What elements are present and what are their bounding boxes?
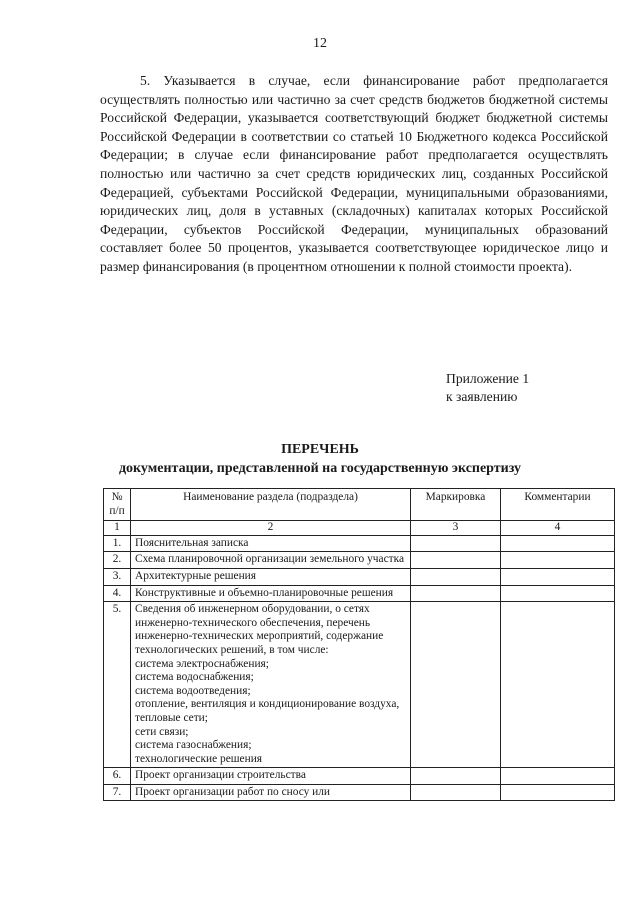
list-title: ПЕРЕЧЕНЬ <box>281 442 359 457</box>
row-marking <box>411 784 501 801</box>
subsection-item: технологические решения <box>135 752 263 765</box>
table-row <box>104 768 615 785</box>
appendix-label <box>446 370 529 406</box>
row-number: 3. <box>104 568 131 585</box>
table-row <box>104 784 615 801</box>
row-marking <box>411 768 501 785</box>
row-comments <box>501 552 615 569</box>
row-name: Проект организации строительства <box>131 768 411 785</box>
row-number: 5. <box>104 602 131 768</box>
table-row <box>104 535 615 552</box>
row-marking <box>411 585 501 602</box>
row-name: Проект организации работ по сносу или <box>131 784 411 801</box>
row-comments <box>501 602 615 768</box>
row-comments <box>501 585 615 602</box>
row-number: 6. <box>104 768 131 785</box>
row-name: Пояснительная записка <box>131 535 411 552</box>
table-row <box>104 602 615 768</box>
row-number: 1. <box>104 535 131 552</box>
header-num: № п/п <box>104 489 131 521</box>
list-heading <box>0 440 640 478</box>
row-name: Архитектурные решения <box>131 568 411 585</box>
footnote-paragraph: 5. Указывается в случае, если финансирование работ предполагается осуществлять полностью или частично за счет средств бюджетов бюджетной системы Российской Федерации, указывается соответствующий бюджет бюджетной системы Российской Федерации в соответствии со статьей 10 Бюджетного кодекса Российской Федерации; в случае если финансирование работ предполагается осуществлять полностью или частично за счет средств юридических лиц, созданных Российской Федерацией, субъектами Российской Федерации, муниципальными образованиями, юридических лиц, доля в уставных (складочных) капиталах которых Российской Федерации, субъектов Российской Федерации, муниципальных образований составляет более 50 процентов, указывается соответствующее юридическое лицо и размер финансирования (в процентном отношении к полной стоимости проекта). <box>100 73 608 274</box>
table-header-row <box>104 489 615 521</box>
row-comments <box>501 768 615 785</box>
documents-table <box>103 488 615 801</box>
subsection-item: система водоотведения; <box>135 684 251 697</box>
row-name <box>131 602 411 768</box>
index-cell: 3 <box>411 521 501 536</box>
subsection-item: отопление, вентиляция и кондиционирование воздуха, тепловые сети; <box>135 698 400 724</box>
table-row <box>104 552 615 569</box>
index-cell: 1 <box>104 521 131 536</box>
row-name: Схема планировочной организации земельного участка <box>131 552 411 569</box>
table-row <box>104 585 615 602</box>
page-number: 12 <box>313 36 327 51</box>
appendix-line-1: Приложение 1 <box>446 371 530 386</box>
header-marking: Маркировка <box>411 489 501 521</box>
subsection-item: система газоснабжения; <box>135 739 252 752</box>
row-number: 2. <box>104 552 131 569</box>
row-number: 4. <box>104 585 131 602</box>
row-marking <box>411 602 501 768</box>
row-marking <box>411 552 501 569</box>
header-comments: Комментарии <box>501 489 615 521</box>
row-comments <box>501 784 615 801</box>
header-name: Наименование раздела (подраздела) <box>131 489 411 521</box>
row-marking <box>411 568 501 585</box>
subsection-item: система водоснабжения; <box>135 671 254 684</box>
appendix-line-2: к заявлению <box>446 389 518 404</box>
subsection-item: система электроснабжения; <box>135 657 269 670</box>
list-subtitle: документации, представленной на государственную экспертизу <box>118 461 522 476</box>
row-comments <box>501 535 615 552</box>
row-name: Конструктивные и объемно-планировочные решения <box>131 585 411 602</box>
row-number: 7. <box>104 784 131 801</box>
index-cell: 4 <box>501 521 615 536</box>
index-cell: 2 <box>131 521 411 536</box>
row-marking <box>411 535 501 552</box>
row-name-intro: Сведения об инженерном оборудовании, о сетях инженерно-технического обеспечения, перечень инженерно-технических мероприятий, содержание технологических решений, в том числе: <box>135 603 384 656</box>
row-comments <box>501 568 615 585</box>
table-row <box>104 568 615 585</box>
subsection-item: сети связи; <box>135 725 189 738</box>
column-index-row <box>104 521 615 536</box>
